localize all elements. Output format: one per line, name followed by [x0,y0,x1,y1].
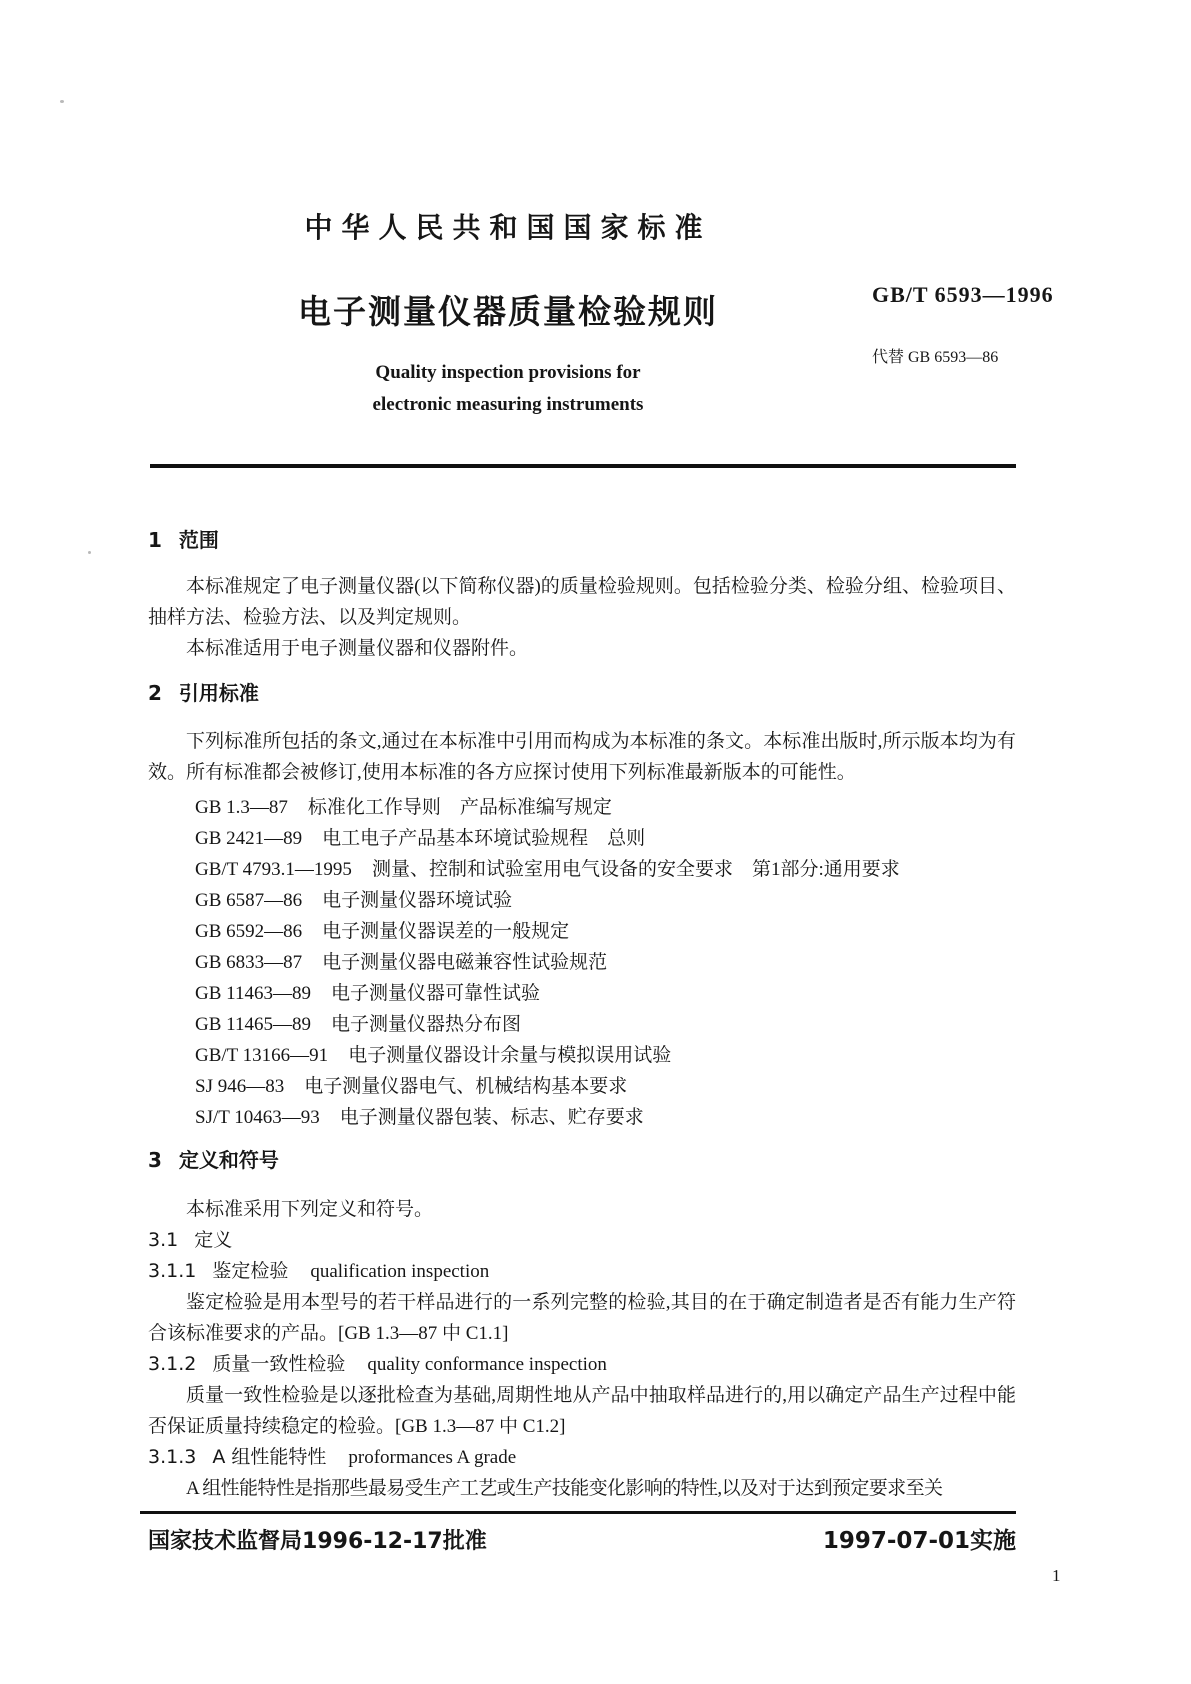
page-number: 1 [1052,1566,1061,1585]
paragraph: 本标准规定了电子测量仪器(以下简称仪器)的质量检验规则。包括检验分类、检验分组、检验项目、抽样方法、检验方法、以及判定规则。 [148,576,1016,628]
reference-item [148,885,1016,916]
clause-term-en: proformances A grade [348,1447,517,1468]
footer-implementation [823,1522,1016,1555]
clause-term-cn: 鉴定检验 [212,1260,289,1282]
reference-item [148,854,1016,885]
section-title: 引用标准 [178,681,259,705]
reference-item [148,916,1016,947]
reference-code: GB 11463—89 [195,983,311,1004]
clause-heading [148,1349,1016,1380]
scan-artifact [88,551,91,554]
reference-title: 电子测量仪器包装、标志、贮存要求 [339,1107,644,1128]
english-subtitle-line1: Quality inspection provisions for [375,362,641,383]
approval-date: 1996-12-17 [302,1529,443,1554]
reference-title: 电工电子产品基本环境试验规程 总则 [322,828,646,849]
header-divider [150,464,1016,468]
reference-code: GB 11465—89 [195,1014,311,1035]
reference-item [148,1040,1016,1071]
replaces-note: 代替 GB 6593—86 [872,349,999,366]
subsection-heading [148,1225,1016,1256]
reference-title: 电子测量仪器可靠性试验 [330,983,540,1004]
section-number: 2 [148,681,162,705]
clause-term-en: qualification inspection [310,1261,490,1282]
scan-artifact [60,100,64,103]
reference-code: GB 6592—86 [195,921,303,942]
clause-term-cn: A 组性能特性 [212,1446,327,1468]
section-number: 3 [148,1148,162,1172]
clause-body: 鉴定检验是用本型号的若干样品进行的一系列完整的检验,其目的在于确定制造者是否有能力生产符合该标准要求的产品。[GB 1.3—87 中 C1.1] [148,1292,1016,1344]
clause-term-en: quality conformance inspection [367,1354,607,1375]
paragraph: 本标准采用下列定义和符号。 [186,1199,434,1220]
reference-code: SJ/T 10463—93 [195,1107,320,1128]
implement-date: 1997-07-01 [822,1528,970,1554]
paragraph: 本标准适用于电子测量仪器和仪器附件。 [186,638,529,659]
reference-item [148,947,1016,978]
reference-code: GB 1.3—87 [195,797,288,818]
clause-title: 定义 [194,1229,233,1251]
reference-title: 电子测量仪器热分布图 [330,1014,521,1035]
reference-title: 电子测量仪器误差的一般规定 [322,921,570,942]
section-heading-definitions [148,1147,1016,1174]
clause-heading [148,1442,1016,1473]
section-heading-references [148,680,1016,707]
reference-code: GB 6833—87 [195,952,303,973]
clause-number: 3.1.2 [148,1353,197,1375]
section-title: 定义和符号 [178,1148,279,1172]
clause-number: 3.1.3 [148,1446,197,1468]
national-standard-label: 中华人民共和国国家标准 [304,211,712,244]
reference-title: 测量、控制和试验室用电气设备的安全要求 第1部分:通用要求 [371,859,900,880]
clause-heading [148,1256,1016,1287]
document-title: 电子测量仪器质量检验规则 [298,292,718,331]
reference-title: 电子测量仪器环境试验 [322,890,513,911]
clause-number: 3.1 [148,1229,179,1251]
document-body [148,527,1016,1504]
approval-suffix: 批准 [442,1529,487,1554]
reference-list [148,792,1016,1133]
reference-code: GB/T 4793.1—1995 [195,859,352,880]
section-number: 1 [148,528,162,552]
reference-item [148,1009,1016,1040]
section-heading-scope [148,527,1016,554]
approval-agency: 国家技术监督局 [148,1529,303,1554]
standard-code: GB/T 6593—1996 [872,282,1054,307]
english-subtitle-line2: electronic measuring instruments [372,394,644,415]
paragraph: 下列标准所包括的条文,通过在本标准中引用而构成为本标准的条文。本标准出版时,所示版本均为有效。所有标准都会被修订,使用本标准的各方应探讨使用下列标准最新版本的可能性。 [148,731,1016,783]
reference-code: GB/T 13166—91 [195,1045,329,1066]
reference-item [148,792,1016,823]
clause-body-truncated: A 组性能特性是指那些最易受生产工艺或生产技能变化影响的特性,以及对于达到预定要求至关 [186,1478,943,1499]
implement-suffix: 实施 [970,1528,1016,1554]
footer-divider [140,1511,1016,1514]
reference-code: GB 6587—86 [195,890,303,911]
clause-term-cn: 质量一致性检验 [212,1353,346,1375]
section-title: 范围 [178,528,219,552]
reference-title: 电子测量仪器设计余量与模拟误用试验 [348,1045,672,1066]
reference-code: SJ 946—83 [195,1076,285,1097]
reference-title: 电子测量仪器电磁兼容性试验规范 [322,952,608,973]
footer-approval [148,1524,487,1555]
reference-item [148,823,1016,854]
clause-body: 质量一致性检验是以逐批检查为基础,周期性地从产品中抽取样品进行的,用以确定产品生产过程中能否保证质量持续稳定的检验。[GB 1.3—87 中 C1.2] [148,1385,1016,1437]
reference-code: GB 2421—89 [195,828,303,849]
reference-item [148,1071,1016,1102]
reference-item [148,978,1016,1009]
reference-item [148,1102,1016,1133]
clause-number: 3.1.1 [148,1260,197,1282]
reference-title: 标准化工作导则 产品标准编写规定 [307,797,612,818]
reference-title: 电子测量仪器电气、机械结构基本要求 [304,1076,628,1097]
